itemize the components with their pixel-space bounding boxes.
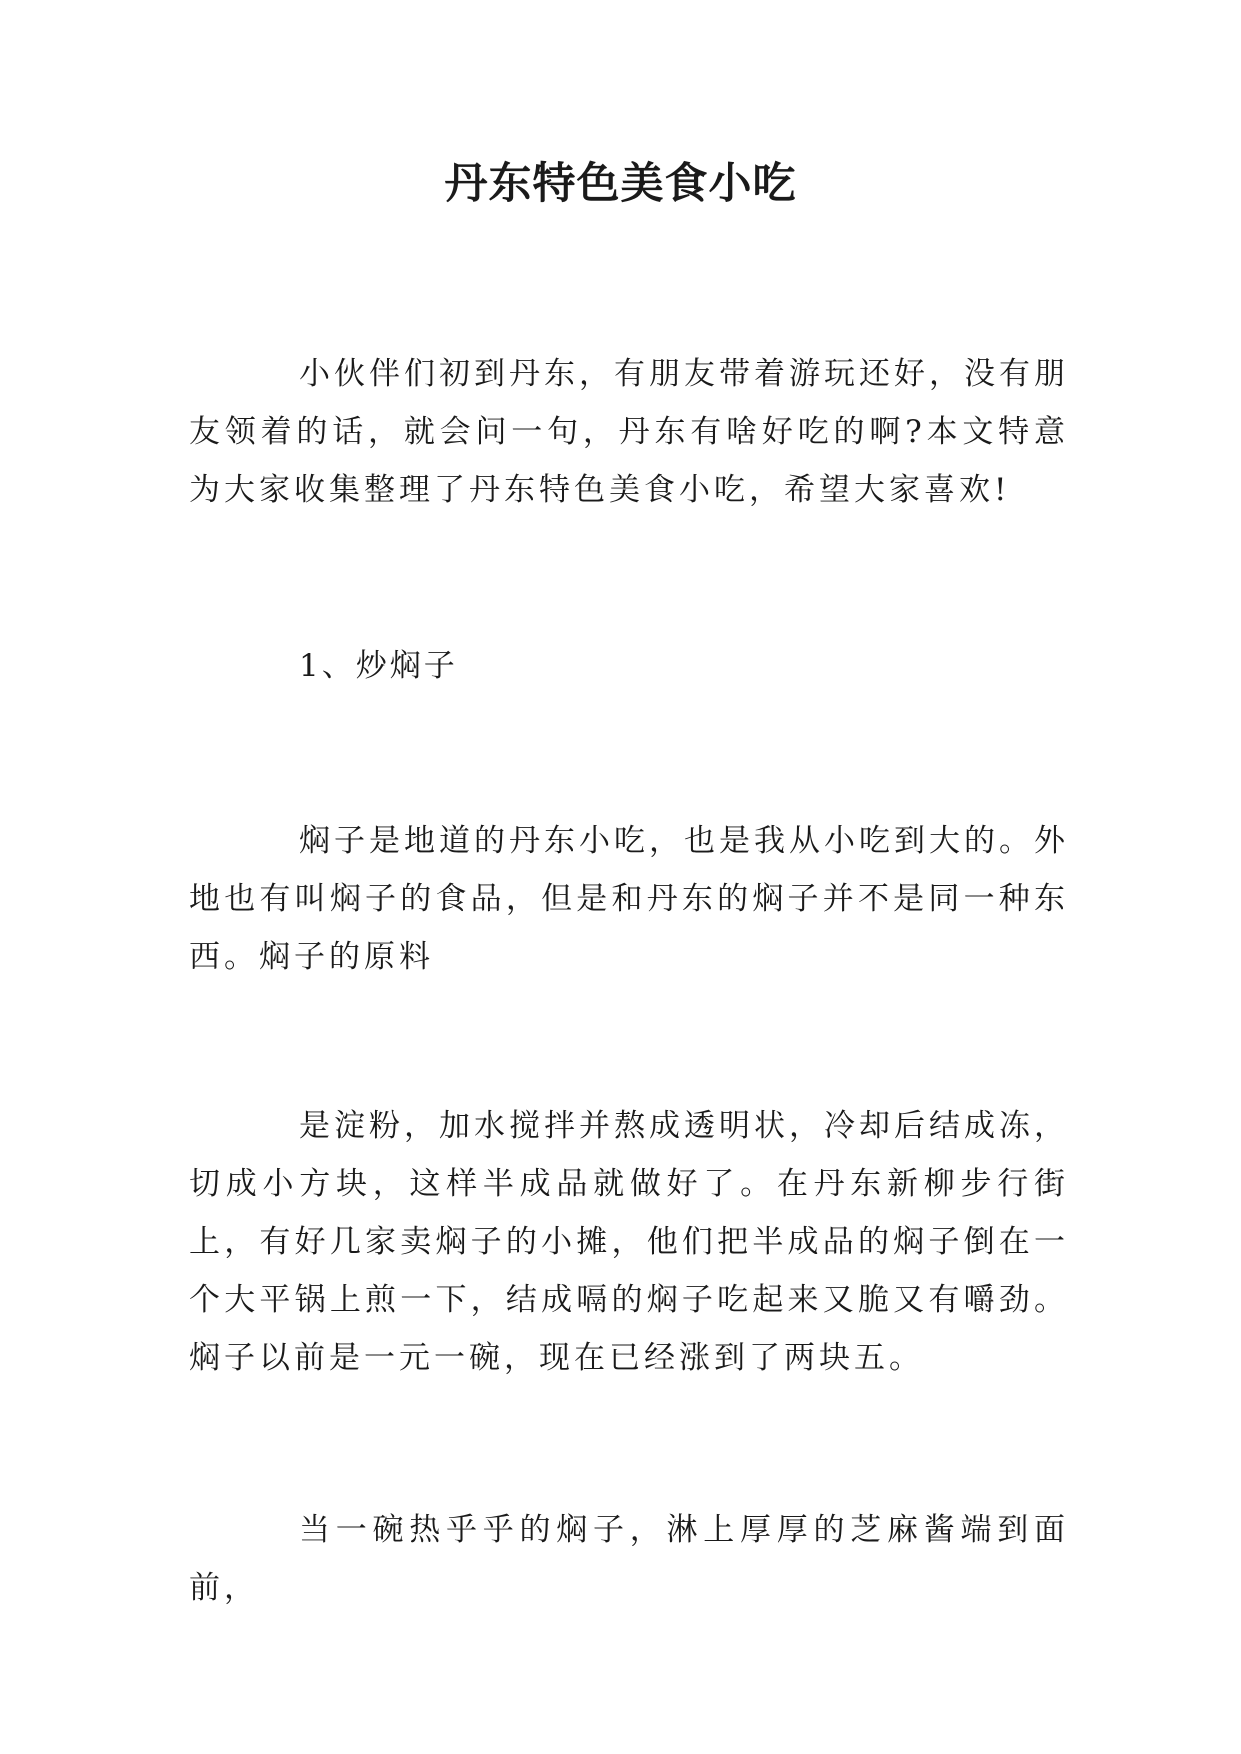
- body-paragraph: 是淀粉，加水搅拌并熬成透明状，冷却后结成冻，切成小方块，这样半成品就做好了。在丹东新柳步行街上，有好几家卖焖子的小摊，他们把半成品的焖子倒在一个大平锅上煎一下，结成嗝的焖子吃起来又脆又有嚼劲。焖子以前是一元一碗，现在已经涨到了两块五。: [189, 1108, 1069, 1376]
- intro-paragraph: 小伙伴们初到丹东，有朋友带着游玩还好，没有朋友领着的话，就会问一句，丹东有啥好吃的啊?本文特意为大家收集整理了丹东特色美食小吃，希望大家喜欢!: [189, 356, 1069, 508]
- body-paragraph: 当一碗热乎乎的焖子，淋上厚厚的芝麻酱端到面前，: [189, 1512, 1069, 1606]
- document-title: 丹东特色美食小吃: [444, 159, 797, 209]
- body-paragraph: 焖子是地道的丹东小吃，也是我从小吃到大的。外地也有叫焖子的食品，但是和丹东的焖子并不是同一种东西。焖子的原料: [189, 823, 1069, 975]
- section-heading: 1、炒焖子: [299, 648, 458, 684]
